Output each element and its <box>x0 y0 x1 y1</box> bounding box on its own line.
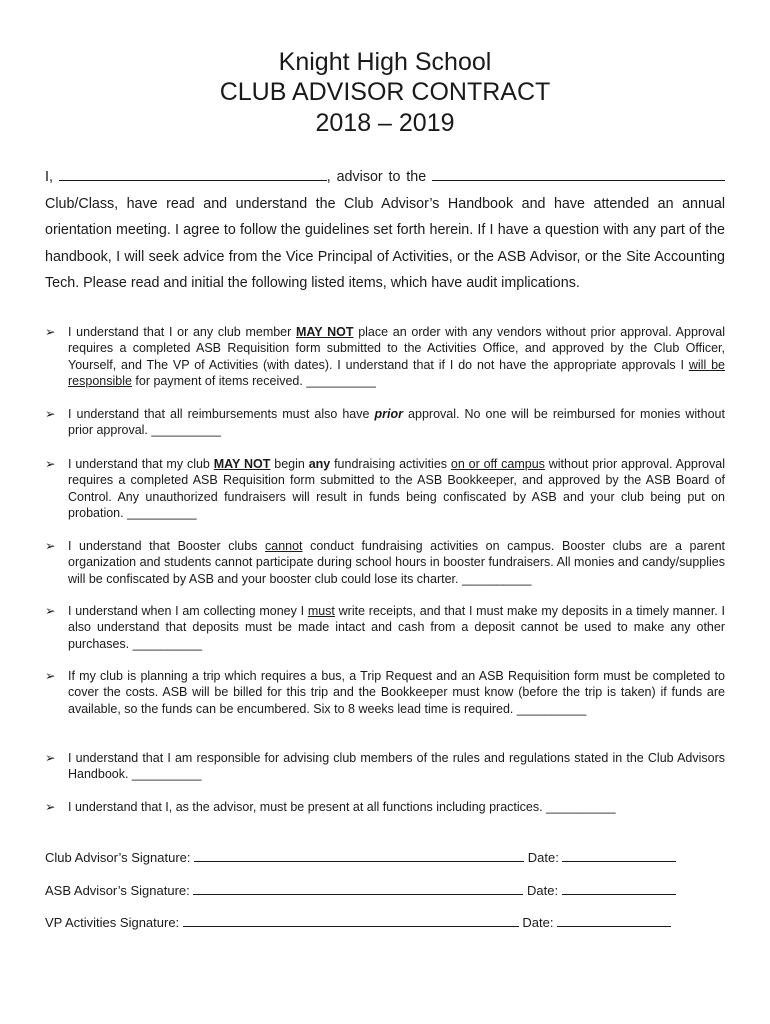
arrow-bullet-icon: ➢ <box>45 407 56 421</box>
advisor-name-blank <box>59 165 327 181</box>
arrow-bullet-icon: ➢ <box>45 539 56 553</box>
club-name-blank <box>432 165 725 181</box>
list-item <box>45 456 725 521</box>
arrow-bullet-icon: ➢ <box>45 325 56 339</box>
intro-body: Club/Class, have read and understand the Club Advisor’s Handbook and have attended an annual orientation meeting. I agree to follow the guidelines set forth herein. If I have a question with any part of the handbook, I will seek advice from the Vice Principal of Activities, or the ASB Advisor, or the Site Accounting Tech. Please read and initial the following listed items, which have audit implications. <box>45 195 725 291</box>
item-text: If my club is planning a trip which requires a bus, a Trip Request and an ASB Requisition form must be completed to cover the costs. ASB will be billed for this trip and the Bookkeeper must know (before the trip is taken) if funds are available, so the funds can be encumbered. Six to 8 weeks lead time is required. __________ <box>68 669 725 716</box>
asb-advisor-signature-row <box>45 881 725 900</box>
item-emphasis: any <box>308 457 331 471</box>
item-text: write receipts, and that I must make my deposits in a timely manner. I also understand that deposits must be made intact and cash from a deposit cannot be used to make any other purchases. __________ <box>68 604 725 651</box>
item-text: I understand that I or any club member <box>68 325 296 339</box>
intro-paragraph <box>45 164 725 297</box>
item-emphasis: on or off campus <box>450 457 545 471</box>
date-line[interactable] <box>557 913 671 927</box>
list-item <box>45 406 725 439</box>
intro-advisor-to: , advisor to the <box>326 169 427 185</box>
school-name: Knight High School <box>278 48 492 76</box>
list-item <box>45 750 725 783</box>
item-text: I understand that I am responsible for advising club members of the rules and regulations stated in the Club Advisors Handbook. __________ <box>68 751 725 782</box>
item-text: I understand that Booster clubs <box>68 539 265 553</box>
date-line[interactable] <box>562 881 676 895</box>
item-text: place an order with any vendors without prior approval. Approval requires a completed ASB Requisition form submitted to the Activities Office, and approved by the Club Officer, Yourself, and The VP of Activities (with dates). I understand that if I do not have the appropriate approvals I <box>68 325 726 372</box>
item-text: conduct fundraising activities on campus. Booster clubs are a parent organization and students cannot participate during school hours in booster fundraisers. All monies and candy/supplies will be confiscated by ASB and your booster club could lose its charter. __________ <box>68 539 725 586</box>
list-item <box>45 799 725 815</box>
item-text: begin <box>270 457 309 471</box>
item-emphasis: MAY NOT <box>296 325 354 339</box>
arrow-bullet-icon: ➢ <box>45 751 56 765</box>
list-item <box>45 324 725 389</box>
arrow-bullet-icon: ➢ <box>45 604 56 618</box>
signature-line[interactable] <box>183 913 519 927</box>
item-text: I understand that my club <box>68 457 214 471</box>
signature-label: Club Advisor’s Signature: <box>45 850 191 865</box>
date-line[interactable] <box>562 848 676 862</box>
item-text: approval. No one will be reimbursed for monies without prior approval. __________ <box>68 407 725 438</box>
list-item <box>45 668 725 717</box>
item-emphasis: cannot <box>265 539 303 553</box>
date-label: Date: <box>527 883 559 898</box>
item-text: I understand that all reimbursements must also have <box>68 407 375 421</box>
arrow-bullet-icon: ➢ <box>45 669 56 683</box>
item-text: I understand when I am collecting money I <box>68 604 308 618</box>
arrow-bullet-icon: ➢ <box>45 457 56 471</box>
signature-label: VP Activities Signature: <box>45 915 180 930</box>
list-item <box>45 603 725 652</box>
date-label: Date: <box>522 915 554 930</box>
list-item <box>45 538 725 587</box>
vp-activities-signature-row <box>45 913 725 932</box>
date-label: Date: <box>527 850 559 865</box>
item-emphasis: prior <box>374 407 403 421</box>
item-text: fundraising activities <box>330 457 451 471</box>
item-emphasis: will be responsible <box>68 357 725 388</box>
item-emphasis: MAY NOT <box>213 457 271 471</box>
intro-start: I, <box>45 169 53 185</box>
signature-line[interactable] <box>193 881 523 895</box>
item-text: for payment of items received. __________ <box>131 373 376 388</box>
item-text: I understand that I, as the advisor, must be present at all functions including practices. __________ <box>68 800 616 814</box>
item-text: without prior approval. Approval requires a completed ASB Requisition form submitted to the ASB Bookkeeper, and approved by the ASB Board of Control. Any unauthorized fundraisers will result in funds being confiscated by ASB and your club being put on probation. __________ <box>68 457 725 520</box>
school-year: 2018 – 2019 <box>315 109 455 137</box>
document-title: CLUB ADVISOR CONTRACT <box>219 78 551 106</box>
signature-line[interactable] <box>194 848 524 862</box>
arrow-bullet-icon: ➢ <box>45 800 56 814</box>
item-emphasis: must <box>307 604 335 618</box>
club-advisor-signature-row <box>45 848 725 867</box>
signature-label: ASB Advisor’s Signature: <box>45 883 190 898</box>
